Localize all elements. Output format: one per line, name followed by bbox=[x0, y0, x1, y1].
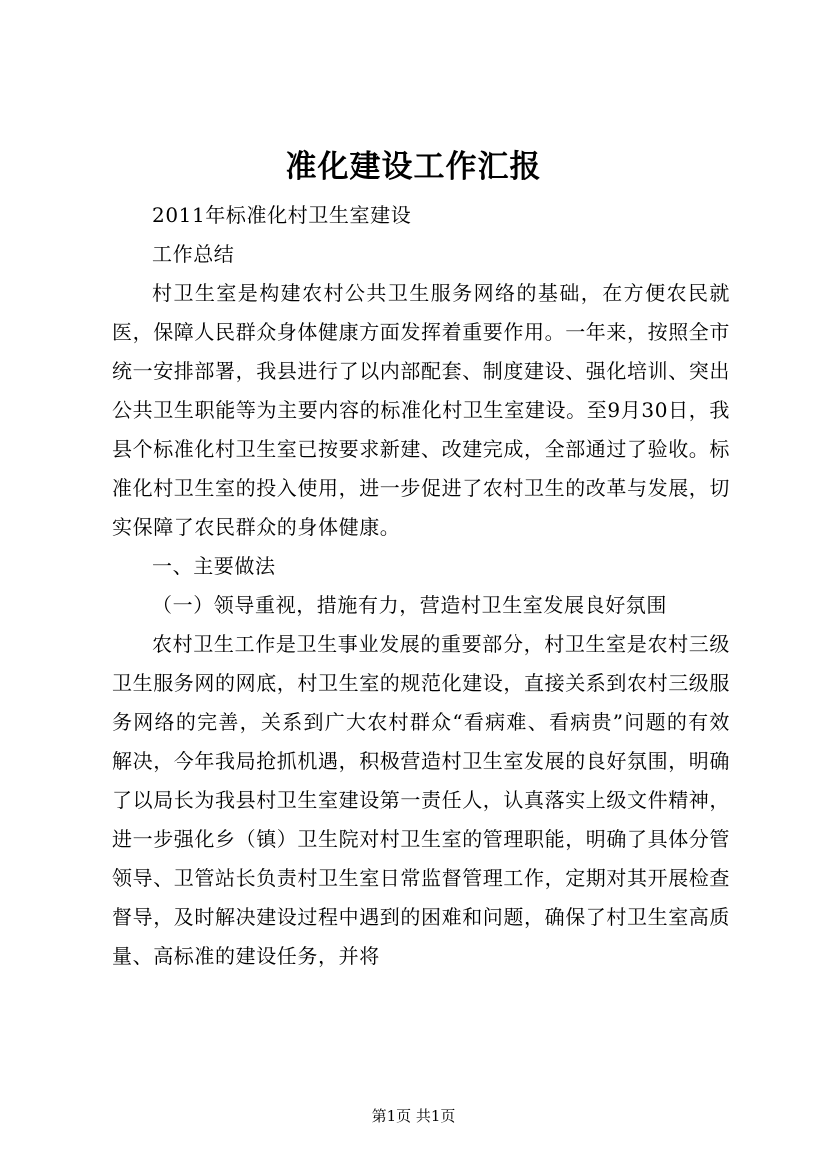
intro-paragraph: 村卫生室是构建农村公共卫生服务网络的基础，在方便农民就医，保障人民群众身体健康方面发挥着重要作用。一年来，按照全市统一安排部署，我县进行了以内部配套、制度建设、强化培训、突出公共卫生职能等为主要内容的标准化村卫生室建设。至9月30日，我县个标准化村卫生室已按要求新建、改建完成，全部通过了验收。标准化村卫生室的投入使用，进一步促进了农村卫生的改革与发展，切实保障了农民群众的身体健康。 bbox=[112, 281, 730, 539]
document-body bbox=[112, 196, 730, 976]
subsection-heading: （一）领导重视，措施有力，营造村卫生室发展良好氛围 bbox=[152, 593, 667, 617]
section-heading: 一、主要做法 bbox=[152, 554, 276, 578]
subtitle-line-2: 工作总结 bbox=[152, 242, 235, 266]
body-paragraph: 农村卫生工作是卫生事业发展的重要部分，村卫生室是农村三级卫生服务网的网底，村卫生室的规范化建设，直接关系到农村三级服务网络的完善，关系到广大农村群众“看病难、看病贵”问题的有效解决，今年我局抢抓机遇，积极营造村卫生室发展的良好氛围，明确了以局长为我县村卫生室建设第一责任人，认真落实上级文件精神，进一步强化乡（镇）卫生院对村卫生室的管理职能，明确了具体分管领导、卫管站长负责村卫生室日常监督管理工作，定期对其开展检查督导，及时解决建设过程中遇到的困难和问题，确保了村卫生室高质量、高标准的建设任务，并将 bbox=[112, 632, 730, 968]
subtitle-line-1: 2011年标准化村卫生室建设 bbox=[152, 203, 412, 227]
page-footer: 第1页 共1页 bbox=[371, 1107, 456, 1125]
document-title: 准化建设工作汇报 bbox=[285, 149, 542, 185]
